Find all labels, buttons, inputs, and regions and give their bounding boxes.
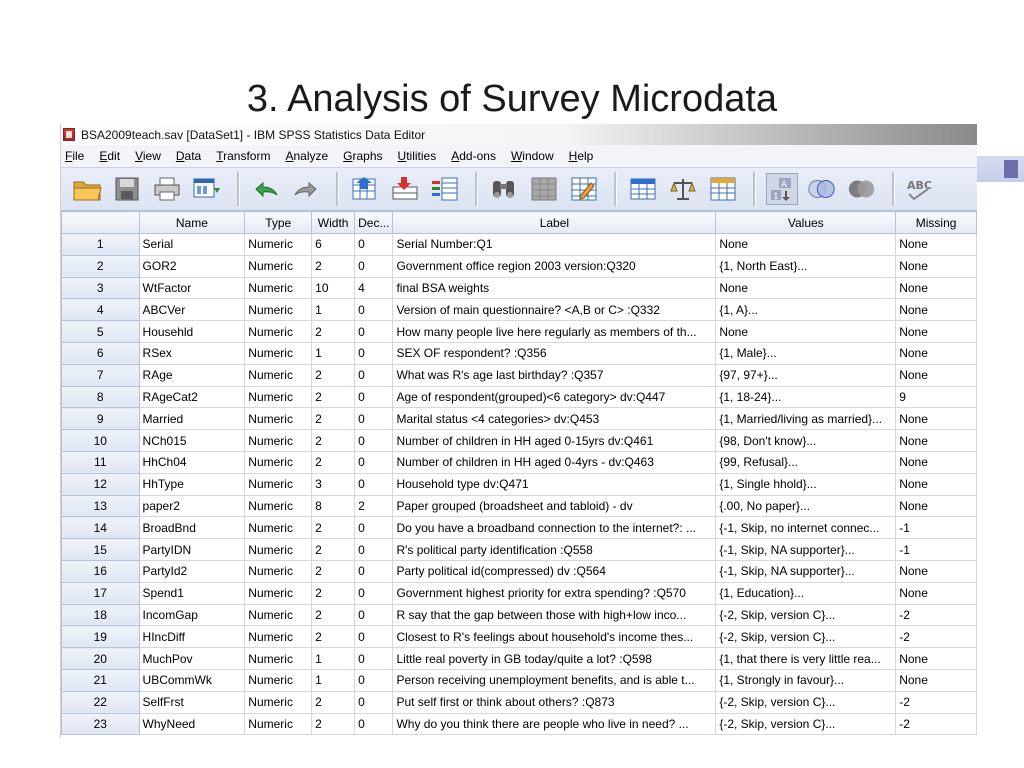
type-cell[interactable]: Numeric	[245, 277, 312, 299]
values-cell[interactable]: {1, North East}...	[716, 255, 896, 277]
name-cell[interactable]: PartyIDN	[139, 539, 245, 561]
name-cell[interactable]: Househld	[139, 321, 245, 343]
width-cell[interactable]: 2	[312, 539, 355, 561]
values-cell[interactable]: {99, Refusal}...	[716, 451, 896, 473]
toolbar-separator	[614, 172, 617, 206]
spss-data-editor-window	[60, 124, 977, 738]
label-cell[interactable]: Do you have a broadband connection to the internet?: ...	[393, 517, 716, 539]
label-cell[interactable]: R say that the gap between those with high+low inco...	[393, 604, 716, 626]
width-cell[interactable]: 2	[312, 386, 355, 408]
column-header-values[interactable]: Values	[716, 212, 896, 234]
table-row	[62, 364, 977, 386]
variables-icon[interactable]	[429, 173, 461, 205]
row-number[interactable]: 19	[62, 626, 140, 648]
decimals-cell[interactable]: 0	[355, 517, 393, 539]
type-cell[interactable]: Numeric	[245, 495, 312, 517]
svg-text:1: 1	[773, 192, 779, 202]
values-cell[interactable]: {97, 97+}...	[716, 364, 896, 386]
width-cell[interactable]: 2	[312, 321, 355, 343]
decimals-cell[interactable]: 0	[355, 430, 393, 452]
type-cell[interactable]: Numeric	[245, 626, 312, 648]
type-cell[interactable]: Numeric	[245, 430, 312, 452]
missing-cell[interactable]: None	[896, 582, 977, 604]
values-cell[interactable]: {-2, Skip, version C}...	[716, 604, 896, 626]
decimals-cell[interactable]: 0	[355, 669, 393, 691]
show-all-variables-icon[interactable]	[846, 173, 878, 205]
label-cell[interactable]: Government highest priority for extra spending? :Q570	[393, 582, 716, 604]
name-cell[interactable]: Spend1	[139, 582, 245, 604]
insert-cases-icon[interactable]	[528, 173, 560, 205]
type-cell[interactable]: Numeric	[245, 517, 312, 539]
table-row	[62, 299, 977, 321]
width-cell[interactable]: 1	[312, 669, 355, 691]
name-cell[interactable]: WtFactor	[139, 277, 245, 299]
width-cell[interactable]: 3	[312, 473, 355, 495]
label-cell[interactable]: Closest to R's feelings about household's income thes...	[393, 626, 716, 648]
missing-cell[interactable]: -2	[896, 713, 977, 735]
decimals-cell[interactable]: 0	[355, 255, 393, 277]
missing-cell[interactable]: None	[896, 321, 977, 343]
row-number[interactable]: 6	[62, 342, 140, 364]
split-file-icon[interactable]	[627, 173, 659, 205]
name-cell[interactable]: paper2	[139, 495, 245, 517]
decimals-cell[interactable]: 0	[355, 386, 393, 408]
grid-header-row	[62, 212, 977, 234]
svg-text:ABC: ABC	[907, 179, 932, 192]
table-row	[62, 386, 977, 408]
type-cell[interactable]: Numeric	[245, 582, 312, 604]
width-cell[interactable]: 1	[312, 299, 355, 321]
label-cell[interactable]: Serial Number:Q1	[393, 234, 716, 256]
table-row	[62, 321, 977, 343]
variable-view-grid	[61, 211, 977, 735]
table-row	[62, 277, 977, 299]
width-cell[interactable]: 2	[312, 430, 355, 452]
width-cell[interactable]: 10	[312, 277, 355, 299]
label-cell[interactable]: final BSA weights	[393, 277, 716, 299]
row-number[interactable]: 9	[62, 408, 140, 430]
missing-cell[interactable]: -2	[896, 626, 977, 648]
menu-view[interactable]: View	[135, 149, 161, 163]
row-number[interactable]: 8	[62, 386, 140, 408]
print-icon[interactable]	[151, 173, 183, 205]
undo-icon[interactable]	[250, 173, 282, 205]
missing-cell[interactable]: None	[896, 364, 977, 386]
missing-cell[interactable]: None	[896, 648, 977, 670]
row-number[interactable]: 4	[62, 299, 140, 321]
label-cell[interactable]: Age of respondent(grouped)<6 category> dv:Q447	[393, 386, 716, 408]
type-cell[interactable]: Numeric	[245, 321, 312, 343]
name-cell[interactable]: HhType	[139, 473, 245, 495]
width-cell[interactable]: 1	[312, 342, 355, 364]
label-cell[interactable]: Government office region 2003 version:Q320	[393, 255, 716, 277]
table-row	[62, 430, 977, 452]
label-cell[interactable]: Marital status <4 categories> dv:Q453	[393, 408, 716, 430]
missing-cell[interactable]: -1	[896, 539, 977, 561]
label-cell[interactable]: Little real poverty in GB today/quite a lot? :Q598	[393, 648, 716, 670]
missing-cell[interactable]: None	[896, 451, 977, 473]
values-cell[interactable]: {-1, Skip, NA supporter}...	[716, 560, 896, 582]
redo-icon[interactable]	[290, 173, 322, 205]
decimals-cell[interactable]: 0	[355, 451, 393, 473]
row-number[interactable]: 18	[62, 604, 140, 626]
row-number[interactable]: 22	[62, 691, 140, 713]
values-cell[interactable]: {1, that there is very little rea...	[716, 648, 896, 670]
type-cell[interactable]: Numeric	[245, 473, 312, 495]
spss-app-icon	[63, 128, 75, 141]
slide-title: 3. Analysis of Survey Microdata	[246, 78, 778, 120]
window-title: BSA2009teach.sav [DataSet1] - IBM SPSS Statistics Data Editor	[81, 127, 426, 142]
missing-cell[interactable]: None	[896, 495, 977, 517]
name-cell[interactable]: IncomGap	[139, 604, 245, 626]
label-cell[interactable]: Number of children in HH aged 0-4yrs - dv:Q463	[393, 451, 716, 473]
missing-cell[interactable]: None	[896, 234, 977, 256]
label-cell[interactable]: Household type dv:Q471	[393, 473, 716, 495]
menu-edit[interactable]: Edit	[99, 149, 121, 163]
type-cell[interactable]: Numeric	[245, 234, 312, 256]
name-cell[interactable]: RSex	[139, 342, 245, 364]
width-cell[interactable]: 2	[312, 408, 355, 430]
decimals-cell[interactable]: 0	[355, 648, 393, 670]
decimals-cell[interactable]: 0	[355, 713, 393, 735]
table-row	[62, 648, 977, 670]
menu-help[interactable]: Help	[568, 149, 594, 163]
menu-utilities[interactable]: Utilities	[397, 149, 437, 163]
width-cell[interactable]: 2	[312, 582, 355, 604]
table-row	[62, 255, 977, 277]
name-cell[interactable]: HhCh04	[139, 451, 245, 473]
missing-cell[interactable]: 9	[896, 386, 977, 408]
decimals-cell[interactable]: 0	[355, 408, 393, 430]
values-cell[interactable]: {-2, Skip, version C}...	[716, 713, 896, 735]
values-cell[interactable]: {98, Don't know}...	[716, 430, 896, 452]
missing-cell[interactable]: None	[896, 473, 977, 495]
width-cell[interactable]: 2	[312, 255, 355, 277]
table-row	[62, 408, 977, 430]
row-number[interactable]: 12	[62, 473, 140, 495]
type-cell[interactable]: Numeric	[245, 386, 312, 408]
table-row	[62, 669, 977, 691]
width-cell[interactable]: 2	[312, 713, 355, 735]
table-row	[62, 582, 977, 604]
missing-cell[interactable]: None	[896, 255, 977, 277]
label-cell[interactable]: Why do you think there are people who live in need? ...	[393, 713, 716, 735]
values-cell[interactable]: {-1, Skip, no internet connec...	[716, 517, 896, 539]
name-cell[interactable]: ABCVer	[139, 299, 245, 321]
missing-cell[interactable]: None	[896, 430, 977, 452]
width-cell[interactable]: 2	[312, 364, 355, 386]
values-cell[interactable]: {-2, Skip, version C}...	[716, 626, 896, 648]
name-cell[interactable]: Serial	[139, 234, 245, 256]
table-row	[62, 473, 977, 495]
label-cell[interactable]: Paper grouped (broadsheet and tabloid) - dv	[393, 495, 716, 517]
decimals-cell[interactable]: 4	[355, 277, 393, 299]
width-cell[interactable]: 2	[312, 604, 355, 626]
column-header-missing[interactable]: Missing	[896, 212, 977, 234]
toolbar-separator	[892, 172, 895, 206]
type-cell[interactable]: Numeric	[245, 342, 312, 364]
window-titlebar[interactable]	[61, 124, 977, 145]
row-number[interactable]: 17	[62, 582, 140, 604]
row-number[interactable]: 5	[62, 321, 140, 343]
insert-variable-icon[interactable]	[568, 173, 600, 205]
table-row	[62, 713, 977, 735]
row-number[interactable]: 20	[62, 648, 140, 670]
menu-transform[interactable]: Transform	[216, 149, 271, 163]
decimals-cell[interactable]: 2	[355, 495, 393, 517]
weight-cases-icon[interactable]	[667, 173, 699, 205]
missing-cell[interactable]: None	[896, 669, 977, 691]
column-header-name[interactable]: Name	[139, 212, 245, 234]
width-cell[interactable]: 2	[312, 626, 355, 648]
menu-graphs[interactable]: Graphs	[343, 149, 383, 163]
values-cell[interactable]: None	[716, 234, 896, 256]
type-cell[interactable]: Numeric	[245, 669, 312, 691]
values-cell[interactable]: {-2, Skip, version C}...	[716, 691, 896, 713]
missing-cell[interactable]: None	[896, 277, 977, 299]
save-icon[interactable]	[111, 173, 143, 205]
name-cell[interactable]: NCh015	[139, 430, 245, 452]
table-row	[62, 539, 977, 561]
missing-cell[interactable]: None	[896, 408, 977, 430]
type-cell[interactable]: Numeric	[245, 691, 312, 713]
name-cell[interactable]: GOR2	[139, 255, 245, 277]
row-number[interactable]: 7	[62, 364, 140, 386]
width-cell[interactable]: 8	[312, 495, 355, 517]
decimals-cell[interactable]: 0	[355, 539, 393, 561]
label-cell[interactable]: R's political party identification :Q558	[393, 539, 716, 561]
menu-file[interactable]: File	[65, 149, 85, 163]
width-cell[interactable]: 1	[312, 648, 355, 670]
values-cell[interactable]: {1, A}...	[716, 299, 896, 321]
values-cell[interactable]: {1, 18-24}...	[716, 386, 896, 408]
row-number[interactable]: 2	[62, 255, 140, 277]
name-cell[interactable]: PartyId2	[139, 560, 245, 582]
row-number[interactable]: 16	[62, 560, 140, 582]
row-number[interactable]: 23	[62, 713, 140, 735]
missing-cell[interactable]: -1	[896, 517, 977, 539]
values-cell[interactable]: {1, Married/living as married}...	[716, 408, 896, 430]
table-row	[62, 342, 977, 364]
column-header-label[interactable]: Label	[393, 212, 716, 234]
decimals-cell[interactable]: 0	[355, 473, 393, 495]
column-header-type[interactable]: Type	[245, 212, 312, 234]
label-cell[interactable]: Version of main questionnaire? <A,B or C> :Q332	[393, 299, 716, 321]
find-icon[interactable]	[488, 173, 520, 205]
type-cell[interactable]: Numeric	[245, 255, 312, 277]
row-number[interactable]: 21	[62, 669, 140, 691]
name-cell[interactable]: HIncDiff	[139, 626, 245, 648]
decorative-square	[1004, 160, 1018, 178]
values-cell[interactable]: {.00, No paper}...	[716, 495, 896, 517]
decimals-cell[interactable]: 0	[355, 626, 393, 648]
toolbar-separator	[237, 172, 240, 206]
toolbar	[61, 167, 977, 211]
decimals-cell[interactable]: 0	[355, 364, 393, 386]
row-number[interactable]: 13	[62, 495, 140, 517]
row-number[interactable]: 1	[62, 234, 140, 256]
row-number[interactable]: 3	[62, 277, 140, 299]
width-cell[interactable]: 2	[312, 691, 355, 713]
use-sets-icon[interactable]	[806, 173, 838, 205]
name-cell[interactable]: WhyNeed	[139, 713, 245, 735]
name-cell[interactable]: MuchPov	[139, 648, 245, 670]
decimals-cell[interactable]: 0	[355, 604, 393, 626]
label-cell[interactable]: Party political id(compressed) dv :Q564	[393, 560, 716, 582]
name-cell[interactable]: RAge	[139, 364, 245, 386]
decimals-cell[interactable]: 0	[355, 299, 393, 321]
table-row	[62, 495, 977, 517]
label-cell[interactable]: Person receiving unemployment benefits, and is able t...	[393, 669, 716, 691]
name-cell[interactable]: UBCommWk	[139, 669, 245, 691]
label-cell[interactable]: Number of children in HH aged 0-15yrs dv:Q461	[393, 430, 716, 452]
spell-check-icon[interactable]	[905, 173, 937, 205]
values-cell[interactable]: {1, Strongly in favour}...	[716, 669, 896, 691]
table-row	[62, 691, 977, 713]
type-cell[interactable]: Numeric	[245, 364, 312, 386]
type-cell[interactable]: Numeric	[245, 604, 312, 626]
decimals-cell[interactable]: 0	[355, 342, 393, 364]
type-cell[interactable]: Numeric	[245, 713, 312, 735]
menubar	[61, 145, 977, 167]
toolbar-separator	[475, 172, 478, 206]
value-labels-icon[interactable]	[766, 173, 798, 205]
toolbar-separator	[336, 172, 339, 206]
table-row	[62, 560, 977, 582]
row-number[interactable]: 11	[62, 451, 140, 473]
name-cell[interactable]: BroadBnd	[139, 517, 245, 539]
menu-analyze[interactable]: Analyze	[285, 149, 329, 163]
grid-corner[interactable]	[62, 212, 140, 234]
decimals-cell[interactable]: 0	[355, 234, 393, 256]
width-cell[interactable]: 2	[312, 517, 355, 539]
missing-cell[interactable]: None	[896, 560, 977, 582]
type-cell[interactable]: Numeric	[245, 451, 312, 473]
values-cell[interactable]: None	[716, 277, 896, 299]
width-cell[interactable]: 2	[312, 451, 355, 473]
goto-variable-icon[interactable]	[389, 173, 421, 205]
name-cell[interactable]: Married	[139, 408, 245, 430]
goto-case-icon[interactable]	[349, 173, 381, 205]
values-cell[interactable]: None	[716, 321, 896, 343]
label-cell[interactable]: How many people live here regularly as members of th...	[393, 321, 716, 343]
menu-data[interactable]: Data	[175, 149, 202, 163]
column-header-width[interactable]: Width	[312, 212, 355, 234]
missing-cell[interactable]: -2	[896, 604, 977, 626]
row-number[interactable]: 10	[62, 430, 140, 452]
name-cell[interactable]: RAgeCat2	[139, 386, 245, 408]
decimals-cell[interactable]: 0	[355, 691, 393, 713]
table-row	[62, 451, 977, 473]
type-cell[interactable]: Numeric	[245, 408, 312, 430]
type-cell[interactable]: Numeric	[245, 560, 312, 582]
dialog-recall-icon[interactable]	[191, 173, 223, 205]
missing-cell[interactable]: None	[896, 299, 977, 321]
width-cell[interactable]: 6	[312, 234, 355, 256]
menu-add-ons[interactable]: Add-ons	[451, 149, 496, 163]
decimals-cell[interactable]: 0	[355, 560, 393, 582]
missing-cell[interactable]: -2	[896, 691, 977, 713]
name-cell[interactable]: SelfFrst	[139, 691, 245, 713]
decimals-cell[interactable]: 0	[355, 582, 393, 604]
toolbar-separator	[753, 172, 756, 206]
decimals-cell[interactable]: 0	[355, 321, 393, 343]
label-cell[interactable]: Put self first or think about others? :Q873	[393, 691, 716, 713]
values-cell[interactable]: {1, Male}...	[716, 342, 896, 364]
values-cell[interactable]: {1, Single hhold}...	[716, 473, 896, 495]
type-cell[interactable]: Numeric	[245, 539, 312, 561]
select-cases-icon[interactable]	[707, 173, 739, 205]
label-cell[interactable]: SEX OF respondent? :Q356	[393, 342, 716, 364]
menu-window[interactable]: Window	[510, 149, 554, 163]
table-row	[62, 234, 977, 256]
type-cell[interactable]: Numeric	[245, 299, 312, 321]
table-row	[62, 604, 977, 626]
label-cell[interactable]: What was R's age last birthday? :Q357	[393, 364, 716, 386]
row-number[interactable]: 14	[62, 517, 140, 539]
open-folder-icon[interactable]	[71, 173, 103, 205]
row-number[interactable]: 15	[62, 539, 140, 561]
values-cell[interactable]: {-1, Skip, NA supporter}...	[716, 539, 896, 561]
width-cell[interactable]: 2	[312, 560, 355, 582]
type-cell[interactable]: Numeric	[245, 648, 312, 670]
table-row	[62, 517, 977, 539]
table-row	[62, 626, 977, 648]
values-cell[interactable]: {1, Education}...	[716, 582, 896, 604]
svg-text:A: A	[781, 180, 788, 190]
column-header-decimals[interactable]: Dec...	[355, 212, 393, 234]
missing-cell[interactable]: None	[896, 342, 977, 364]
grid-body	[62, 234, 977, 735]
